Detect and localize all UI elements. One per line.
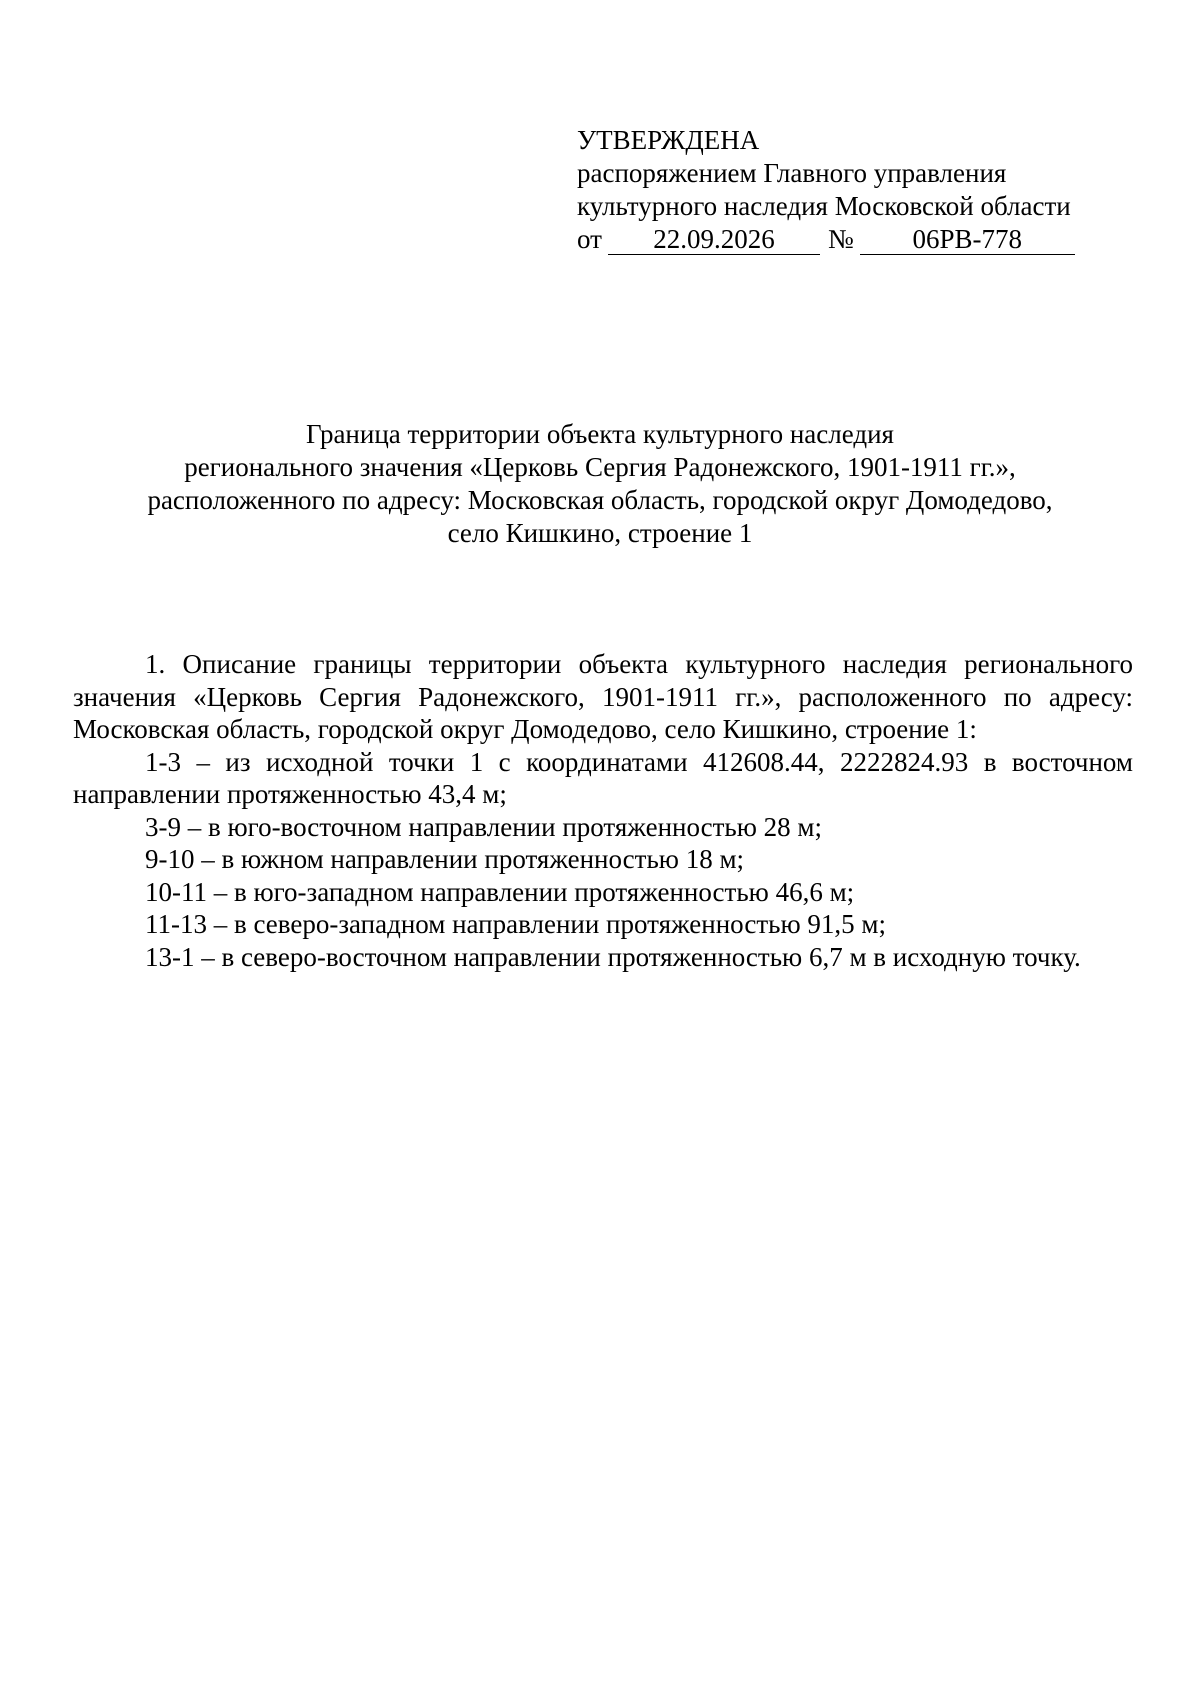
- intro-paragraph: 1. Описание границы территории объекта культурного наследия регионального значения «Церковь Сергия Радонежского, 1901-1911 гг.», расположенного по адресу: Московская область, городской округ Домодедово, село Кишкино, строение 1:: [73, 649, 1133, 744]
- approval-date-number-line: [577, 223, 1075, 256]
- title-line-2: регионального значения «Церковь Сергия Радонежского, 1901-1911 гг.»,: [184, 452, 1016, 482]
- date-prefix: от: [577, 224, 602, 254]
- segment-item: 11-13 – в северо-западном направлении протяженностью 91,5 м;: [145, 909, 886, 939]
- boundary-description: [73, 648, 1133, 973]
- title-line-4: село Кишкино, строение 1: [447, 518, 753, 548]
- title-line-1: Граница территории объекта культурного наследия: [306, 419, 894, 449]
- approval-block: [577, 124, 1075, 256]
- segment-item: 13-1 – в северо-восточном направлении протяженностью 6,7 м в исходную точку.: [145, 941, 1081, 972]
- approval-number: 06РВ-778: [860, 224, 1075, 255]
- segment-item: 3-9 – в юго-восточном направлении протяженностью 28 м;: [145, 811, 822, 842]
- title-line-3: расположенного по адресу: Московская область, городской округ Домодедово,: [147, 485, 1053, 515]
- approval-line-2: культурного наследия Московской области: [577, 191, 1071, 221]
- number-sign: №: [827, 224, 854, 254]
- segment-item: 10-11 – в юго-западном направлении протяженностью 46,6 м;: [145, 876, 855, 907]
- segment-item: 1-3 – из исходной точки 1 с координатами 412608.44, 2222824.93 в восточном направлении протяженностью 43,4 м;: [73, 746, 1133, 809]
- approval-line-1: распоряжением Главного управления: [577, 158, 1007, 188]
- approval-heading: УТВЕРЖДЕНА: [577, 125, 760, 155]
- document-title: [0, 418, 1200, 550]
- approval-date: 22.09.2026: [608, 224, 820, 255]
- segment-item: 9-10 – в южном направлении протяженностью 18 м;: [145, 844, 745, 874]
